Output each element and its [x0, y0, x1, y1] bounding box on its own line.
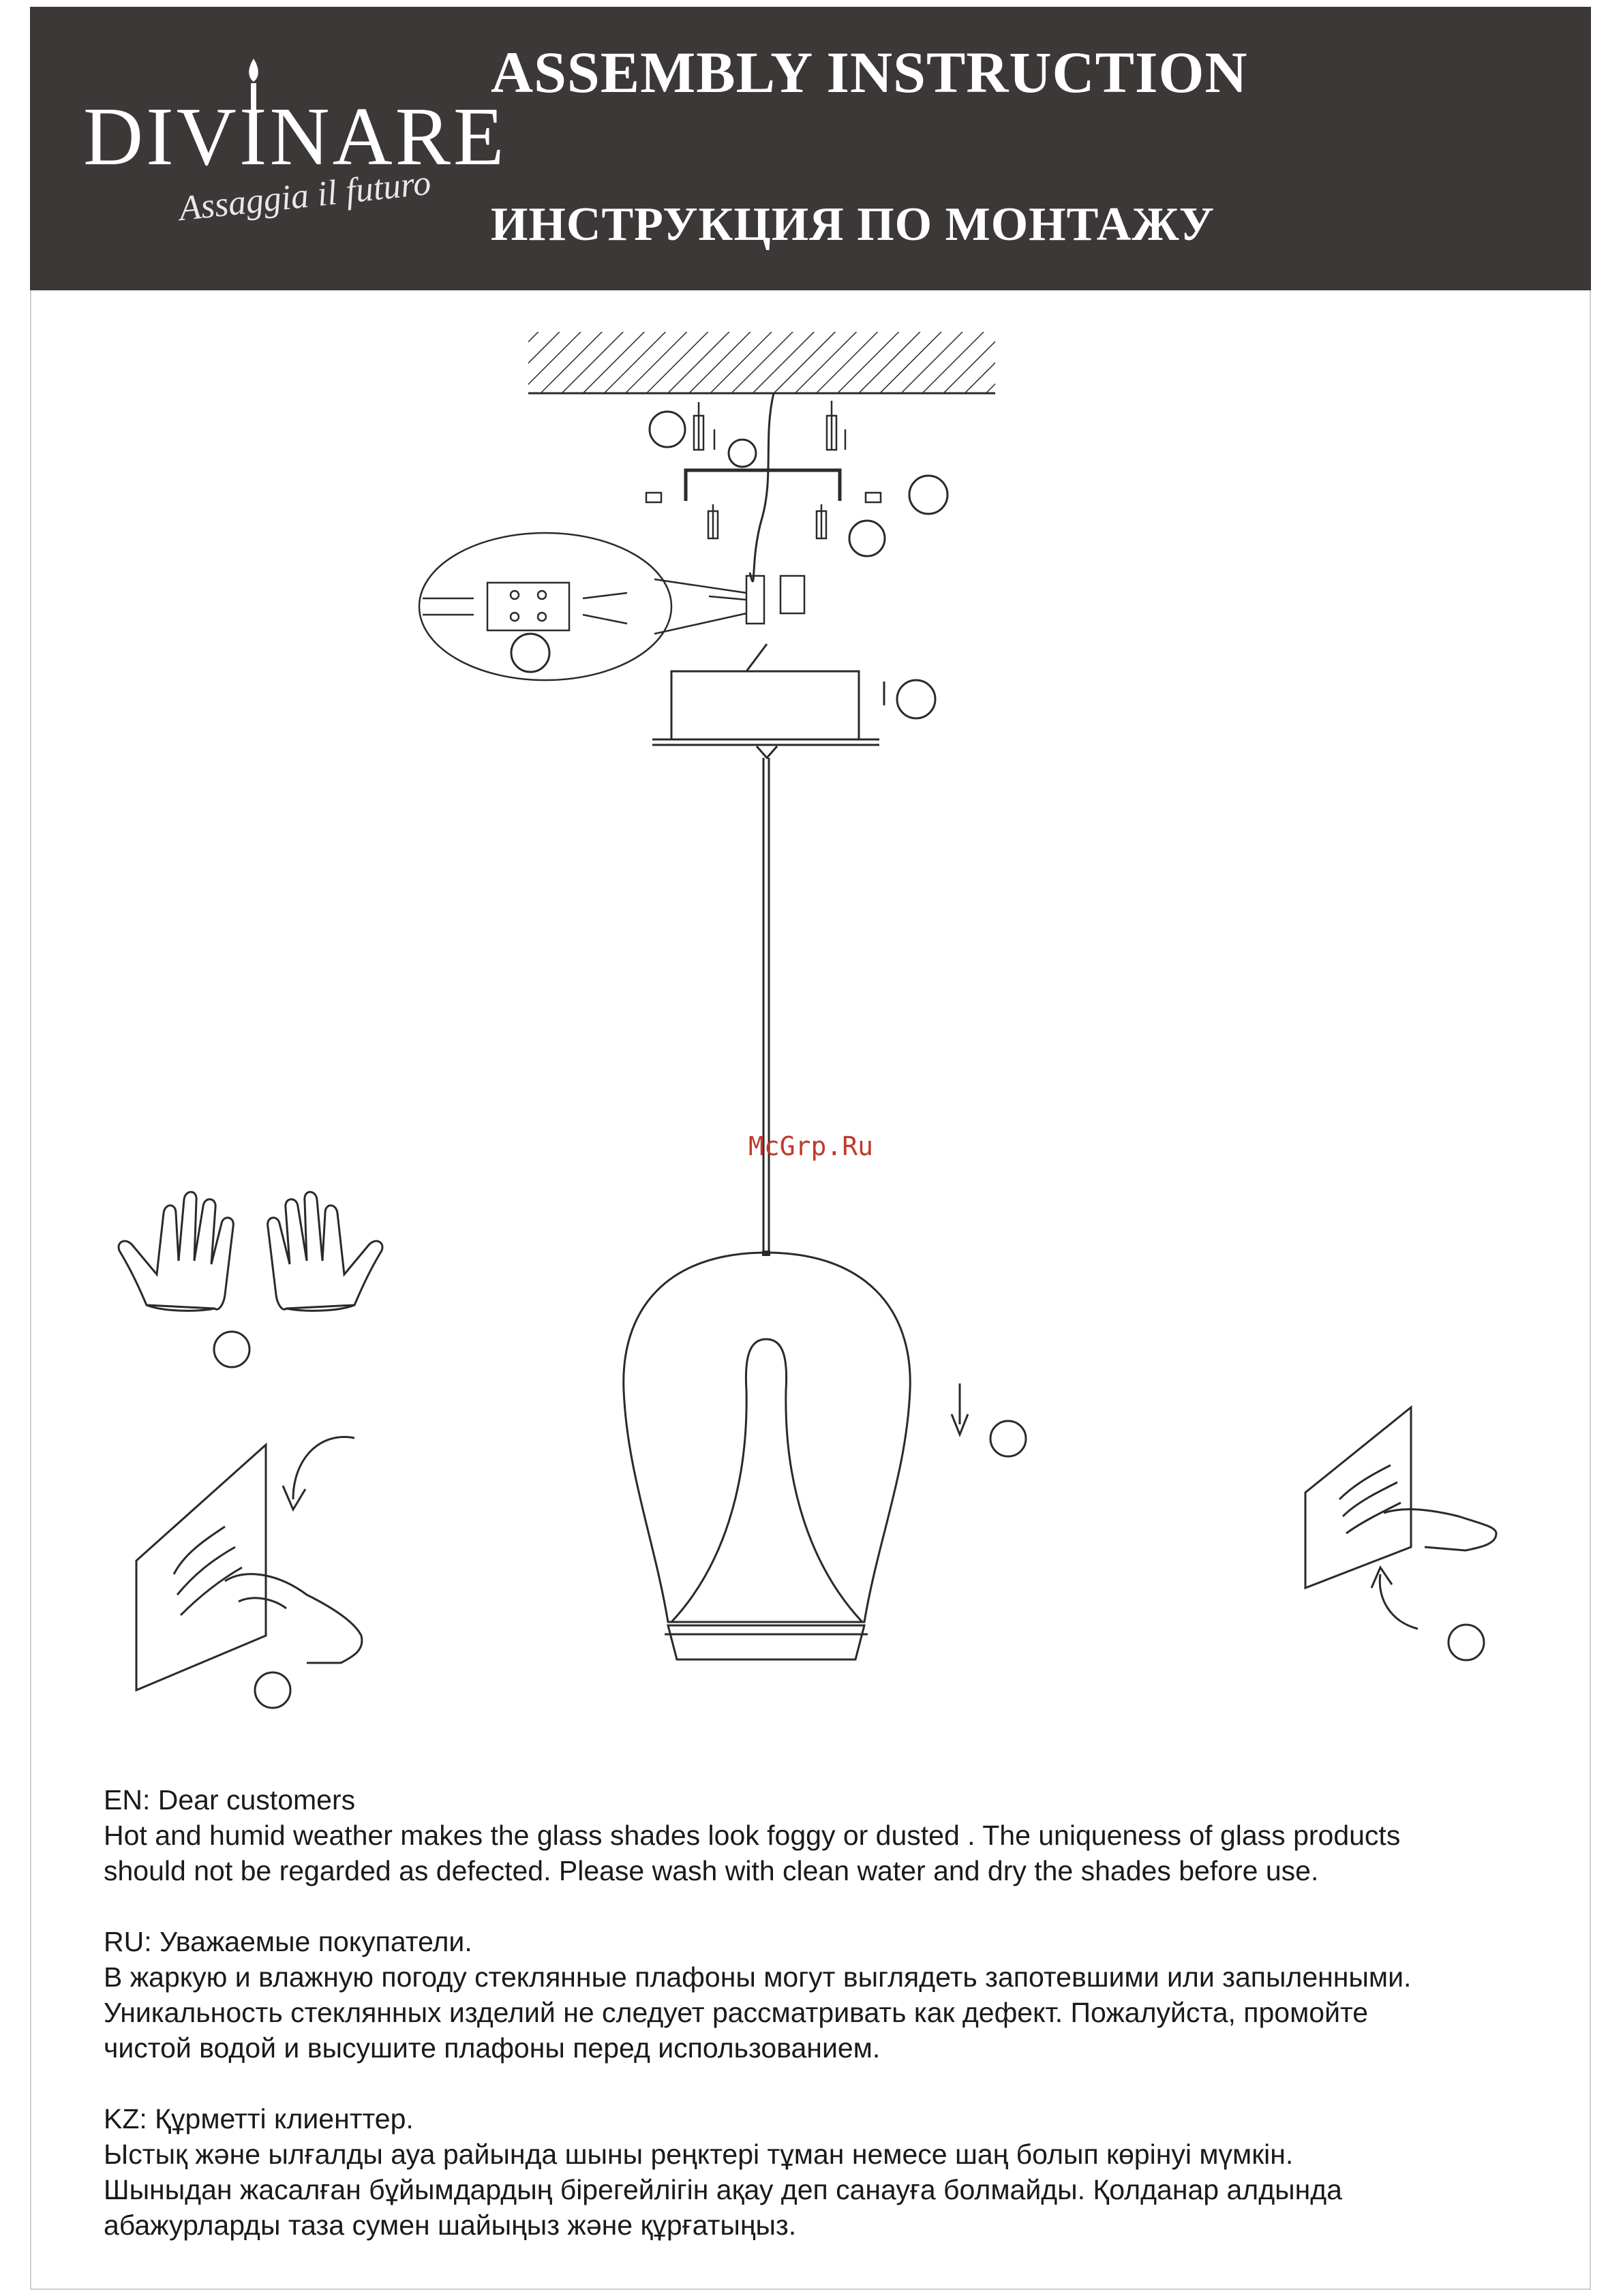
- hand-icon: [1305, 1407, 1496, 1588]
- header-banner: [30, 7, 1591, 290]
- ceiling-hatch: [528, 332, 995, 393]
- note-line: абажурларды таза сумен шайыңыз және құрғатыңыз.: [104, 2209, 797, 2241]
- watermark: McGrp.Ru: [748, 1131, 874, 1161]
- title-russian: ИНСТРУКЦИЯ ПО МОНТАЖУ: [491, 198, 1215, 251]
- brand-tagline: Assaggia il futuro: [177, 163, 433, 229]
- note-line: Ыстық және ылғалды ауа райында шыны реңктері тұман немесе шаң болып көрінуі мүмкін.: [104, 2139, 1294, 2170]
- note-russian: [104, 1924, 1535, 2066]
- note-line: чистой водой и высушите плафоны перед использованием.: [104, 2032, 881, 2064]
- title-english: ASSEMBLY INSTRUCTION: [491, 40, 1248, 105]
- down-arrow-icon: [952, 1383, 968, 1435]
- note-kazakh: [104, 2101, 1535, 2243]
- suspension-cable: [757, 746, 777, 1253]
- curved-arrow-icon: [283, 1437, 354, 1510]
- note-heading: RU: Уважаемые покупатели.: [104, 1926, 472, 1957]
- care-notes: [104, 1782, 1535, 2278]
- note-heading: KZ: Құрметті клиенттер.: [104, 2103, 414, 2134]
- step-markers: [214, 412, 1484, 1708]
- assembly-diagram: [0, 293, 1623, 1724]
- note-line: Шыныдан жасалған бұйымдардың бірегейлігін ақау деп санауға болмайды. Қолданар алдында: [104, 2174, 1342, 2205]
- note-line: Уникальность стеклянных изделий не следует рассматривать как дефект. Пожалуйста, промойте: [104, 1997, 1369, 2028]
- note-english: [104, 1782, 1535, 1888]
- brand-logo: [83, 61, 507, 229]
- note-line: В жаркую и влажную погоду стеклянные плафоны могут выглядеть запотевшими или запыленными.: [104, 1961, 1412, 1993]
- note-line: Hot and humid weather makes the glass shades look foggy or dusted . The uniqueness of glass products: [104, 1820, 1401, 1851]
- connector-icon: [419, 533, 804, 680]
- canopy: [652, 644, 884, 745]
- glass-shade: [624, 1251, 910, 1659]
- supply-wire: [750, 393, 774, 581]
- note-heading: EN: Dear customers: [104, 1784, 356, 1816]
- gloves-icon: [119, 1192, 382, 1311]
- hand-icon: [136, 1445, 362, 1690]
- note-line: should not be regarded as defected. Please wash with clean water and dry the shades before use.: [104, 1855, 1319, 1886]
- curved-arrow-icon: [1371, 1567, 1418, 1629]
- brand-name: DIVINARE: [83, 91, 507, 183]
- mounting-bracket: [686, 470, 840, 501]
